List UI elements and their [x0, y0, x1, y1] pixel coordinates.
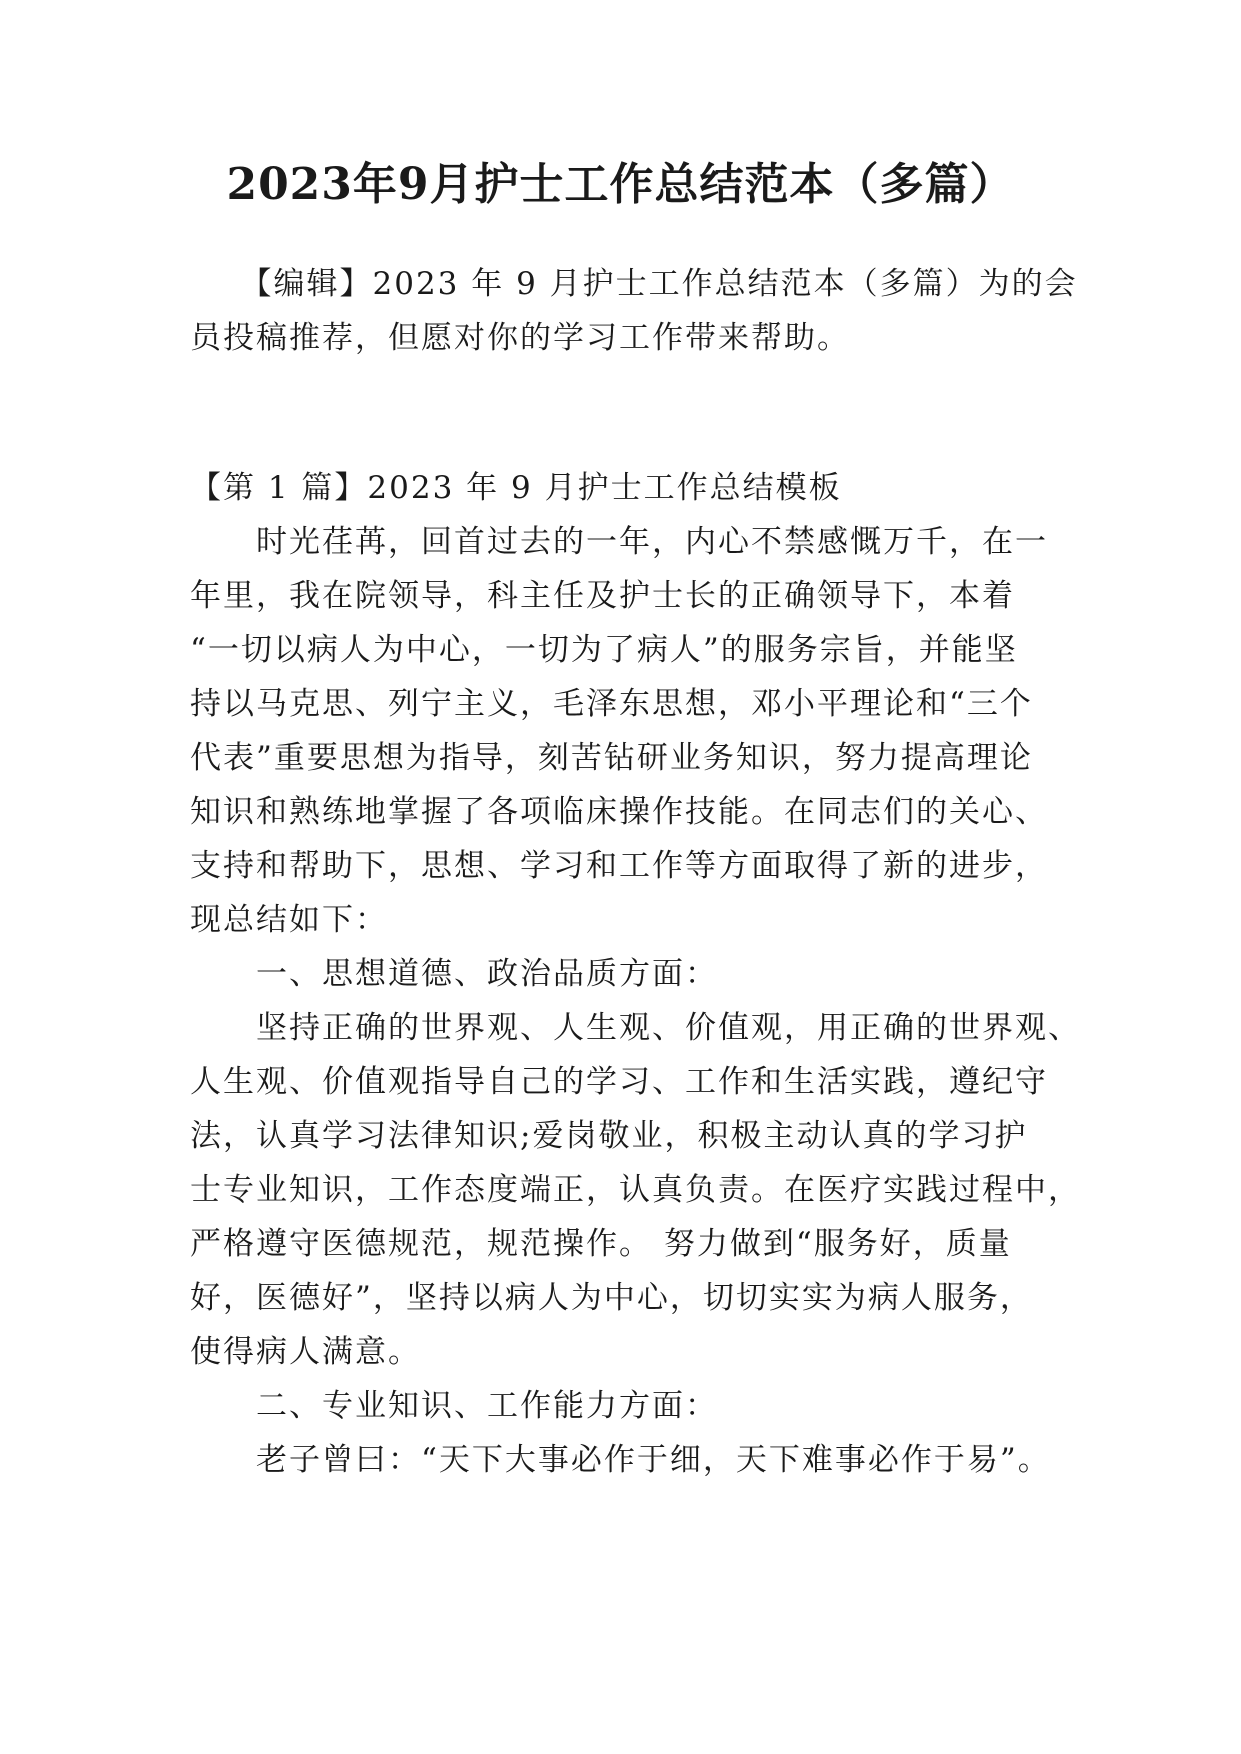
text-line: 年里，我在院领导，科主任及护士长的正确领导下，本着 [190, 578, 1015, 614]
text-line: 好，医德好”，坚持以病人为中心，切切实实为病人服务， [190, 1280, 1033, 1316]
text-line: 法，认真学习法律知识;爱岗敬业，积极主动认真的学习护 [190, 1118, 1028, 1154]
text-line: 知识和熟练地掌握了各项临床操作技能。在同志们的关心、 [190, 794, 1048, 830]
text-line: 时光荏苒，回首过去的一年，内心不禁感慨万千，在一 [190, 524, 1048, 560]
text-line: 【编辑】2023 年 9 月护士工作总结范本（多篇）为的会 [190, 266, 1078, 302]
text-line: 员投稿推荐，但愿对你的学习工作带来帮助。 [190, 320, 850, 356]
text-line: 现总结如下： [190, 902, 388, 938]
text-line: 严格遵守医德规范，规范操作。 努力做到“服务好，质量 [190, 1226, 1012, 1262]
text-line: 坚持正确的世界观、人生观、价值观，用正确的世界观、 [190, 1010, 1081, 1046]
text-line: 士专业知识，工作态度端正，认真负责。在医疗实践过程中， [190, 1172, 1081, 1208]
text-line: 代表”重要思想为指导，刻苦钻研业务知识，努力提高理论 [190, 740, 1033, 776]
text-line: 老子曾曰：“天下大事必作于细，天下难事必作于易”。 [190, 1442, 1051, 1478]
document-title: 2023年9月护士工作总结范本（多篇） [226, 159, 1015, 210]
text-line: 人生观、价值观指导自己的学习、工作和生活实践，遵纪守 [190, 1064, 1048, 1100]
subsection-heading: 二、专业知识、工作能力方面： [190, 1388, 718, 1424]
text-line: 持以马克思、列宁主义，毛泽东思想，邓小平理论和“三个 [190, 686, 1033, 722]
text-line: “一切以病人为中心，一切为了病人”的服务宗旨，并能坚 [190, 632, 1018, 668]
section-heading: 【第 1 篇】2023 年 9 月护士工作总结模板 [190, 470, 842, 506]
subsection-heading: 一、思想道德、政治品质方面： [190, 956, 718, 992]
text-line: 使得病人满意。 [190, 1334, 421, 1370]
text-line: 支持和帮助下，思想、学习和工作等方面取得了新的进步， [190, 848, 1048, 884]
